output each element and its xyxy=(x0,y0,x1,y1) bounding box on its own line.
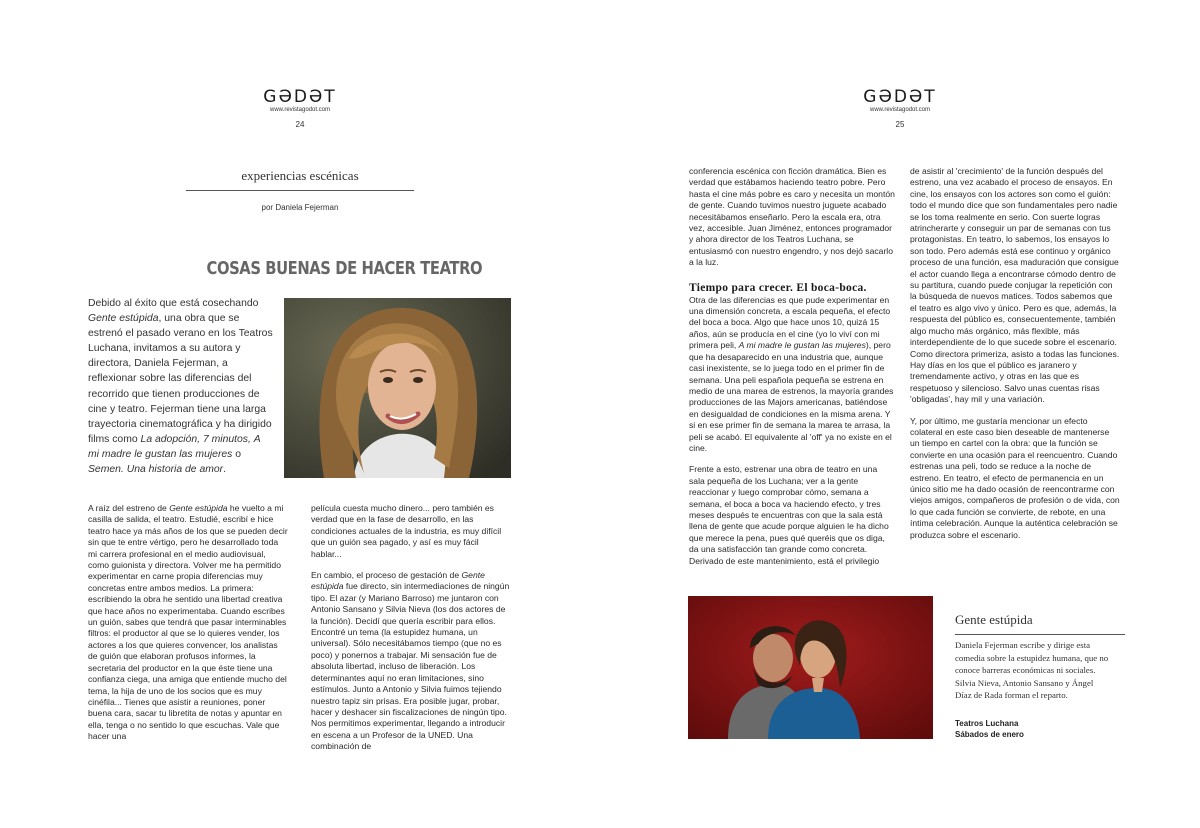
intro-paragraph: Debido al éxito que está cosechando Gente estúpida, una obra que se estrenó el pasado verano en los Teatros Luchana, invitamos a su autora y directora, Daniela Fejerman, a reflexionar sobre las diferencias del recorrido que tienen producciones de cine y teatro. Fejerman tiene una larga trayectoria cinematográfica y ha dirigido films como La adopción, 7 minutos, A mi madre le gustan las mujeres o Semen. Una historia de amor. xyxy=(88,298,273,476)
body-column-1 xyxy=(88,503,288,743)
logo-url: www.revistagodot.com xyxy=(269,107,331,113)
caption-text: Daniela Fejerman escribe y dirige esta comedia sobre la estupidez humana, que no conoce barreras económicas ni sociales. Silvia Nieva, Antonio Sansano y Ángel Díaz de Rada forman el reparto. xyxy=(955,640,1109,701)
magazine-logo xyxy=(255,88,345,113)
play-scene-photo xyxy=(688,596,933,739)
page-number: 25 xyxy=(895,120,905,129)
subheading: Tiempo para crecer. El boca-boca. xyxy=(689,281,867,294)
body-column-3 xyxy=(689,166,895,567)
paragraph: A raíz del estreno de Gente estúpida he vuelto a mi casilla de salida, el teatro. Estudié, escribí e hice teatro hace ya más años de los que se pueden decir sin que te entre vértigo, pero he desarrollado toda mi carrera profesional en el medio audiovisual, como guionista y directora. Volver me ha permitido experimentar en carne propia diferencias muy concretas entre ambos medios. La primera: escribiendo la obra he sentido una libertad creativa que hace años no experimentaba. Cuando escribes un guión, sabes que tendrá que pasar interminables filtros: el productor al que se lo quieres vender, los actores a los que quieres convencer, los analistas de guión que elaboran profusos informes, la secretaria del productor en la que éste tiene una confianza ciega, una amiga que entiende mucho del tema, la hija de uno de los socios que es muy cinéfila... Tienes que asistir a reuniones, poner buena cara, sacar tu libretita de notas y apuntar en ella, tenga o no sentido lo que escuchas. Vale que hacer una xyxy=(88,503,288,742)
byline: por Daniela Fejerman xyxy=(261,203,339,212)
body-column-4 xyxy=(910,166,1120,541)
paragraph: Y, por último, me gustaría mencionar un efecto colateral en este caso bien deseable de mantenerse un tiempo en cartel con la obra: que la función se convierte en una ocasión para el reencuentro. Cuando estrenas una peli, todo se reduce a la noche de estreno. En teatro, el efecto de permanencia en un único sitio me ha dado ocasión de reencontrarme con viejos amigos, compañeros de profesión o de vida, con lo que cada función se convierte, de rebote, en una íntima celebración. Aunque la auténtica celebración se produzca sobre el escenario. xyxy=(910,415,1120,540)
magazine-logo xyxy=(855,88,945,113)
venue-name: Teatros Luchana xyxy=(955,719,1019,728)
section-title: experiencias escénicas xyxy=(186,168,414,191)
logo-url: www.revistagodot.com xyxy=(869,107,931,113)
paragraph: Otra de las diferencias es que pude experimentar en una dimensión concreta, a escala pequeña, el efecto del boca a boca. Algo que hace unos 10, quizá 15 años, aún se producía en el cine (yo lo viví con mi primera peli, A mi madre le gustan las mujeres), pero que ha desaparecido en una industria que, aunque casi inexistente, se lo juega todo en el primer fin de semana. Una peli española pequeña se estrena en medio de una marea de estrenos, la mayoría grandes producciones de las Majors americanas, batiéndose en desigualdad de condiciones en la misma arena. Y si en ese primer fin de semana la marea te arrasa, la peli se acabó. El equivalente al 'off' ya no existe en el cine. xyxy=(689,294,894,453)
paragraph: película cuesta mucho dinero... pero también es verdad que en la fase de desarrollo, en las condiciones actuales de la industria, es muy difícil que un guión sea pagado, y así es muy fácil hablar... xyxy=(311,503,502,559)
venue-schedule: Sábados de enero xyxy=(955,730,1024,739)
paragraph: de asistir al 'crecimiento' de la función después del estreno, una vez acabado el proceso de ensayos. En cine, los ensayos con los actores son como el guión: todo el mundo dice que son fundamentales pero nadie se los toma realmente en serio. Con suerte logras atrincherarte y conseguir un par de semanas con tus protagonistas. En teatro, lo sabemos, los ensayos lo son todo. Pero además está ese continuo y orgánico proceso de una función, esa maduración que consigue el actor cuando llega a encontrarse cómodo dentro de su partitura, cuando puede conjugar la repetición con la búsqueda de nuevos matices. Todos sabemos que el teatro es algo vivo y único. Pero es que, además, la respuesta del público es, consecuentemente, también algo mucho más orgánico, más flexible, más interdependiente de lo que sucede sobre el escenario. Como directora primeriza, asisto a todas las funciones. Hay días en los que el público es jaranero y tremendamente activo, y otras en las que es respetuoso y silencioso. Salvo unas cuentas risas 'obligadas', hay mil y una variación. xyxy=(910,166,1120,405)
caption-title: Gente estúpida xyxy=(955,612,1125,635)
article-headline: COSAS BUENAS DE HACER TEATRO xyxy=(206,258,483,279)
page-number: 24 xyxy=(295,120,305,129)
body-column-2 xyxy=(311,503,511,753)
logo-wordmark: GƏDƏT xyxy=(263,87,337,107)
scene-illustration xyxy=(688,596,933,739)
paragraph: conferencia escénica con ficción dramática. Bien es verdad que estábamos haciendo teatro pobre. Pero hasta el cine más pobre es caro y necesita un montón de gente. Cuando tuvimos nuestro juguete acabado necesitábamos enseñarlo. Pero la escala era, otra vez, accesible. Juan Jiménez, entonces programador y ahora director de los Teatros Luchana, se entusiasmó con nuestro engendro, y nos dejó sacarlo a la luz. xyxy=(689,166,895,268)
portrait-illustration xyxy=(284,298,511,478)
paragraph: Frente a esto, estrenar una obra de teatro en una sala pequeña de los Luchana; ver a la gente reaccionar y luego comprobar cómo, semana a semana, el boca a boca va haciendo efecto, y tres meses después te encuentras con que la sala está llena de gente que acude porque alguien le ha dicho que merece la pena, pues qué queréis que os diga, da una satisfacción tan grande como concreta. Derivado de este mantenimiento, está el privilegio xyxy=(689,464,889,566)
author-portrait-photo xyxy=(284,298,511,478)
logo-wordmark: GƏDƏT xyxy=(863,87,937,107)
paragraph: En cambio, el proceso de gestación de Gente estúpida fue directo, sin intermediaciones de ningún tipo. El azar (y Mariano Barroso) me juntaron con Antonio Sansano y Silvia Nieva (los dos actores de la función). Decidí que quería escribir para ellos. Encontré un tema (la estupidez humana, un universal). Sólo necesitábamos tiempo (que no es poco) y ponernos a trabajar. Mi sensación fue de absoluta libertad, incluso de liberación. Los determinantes aquí no eran limitaciones, sino estímulos. Junto a Antonio y Silvia fuimos tejiendo nuestro tapiz sin prisas. Era posible jugar, probar, hacer y deshacer sin fiscalizaciones de ningún tipo. Nos permitimos experimentar, llegando a introducir en escena a un Profesor de la UNED. Una combinación de xyxy=(311,570,510,752)
caption-venue-info xyxy=(955,718,1125,740)
